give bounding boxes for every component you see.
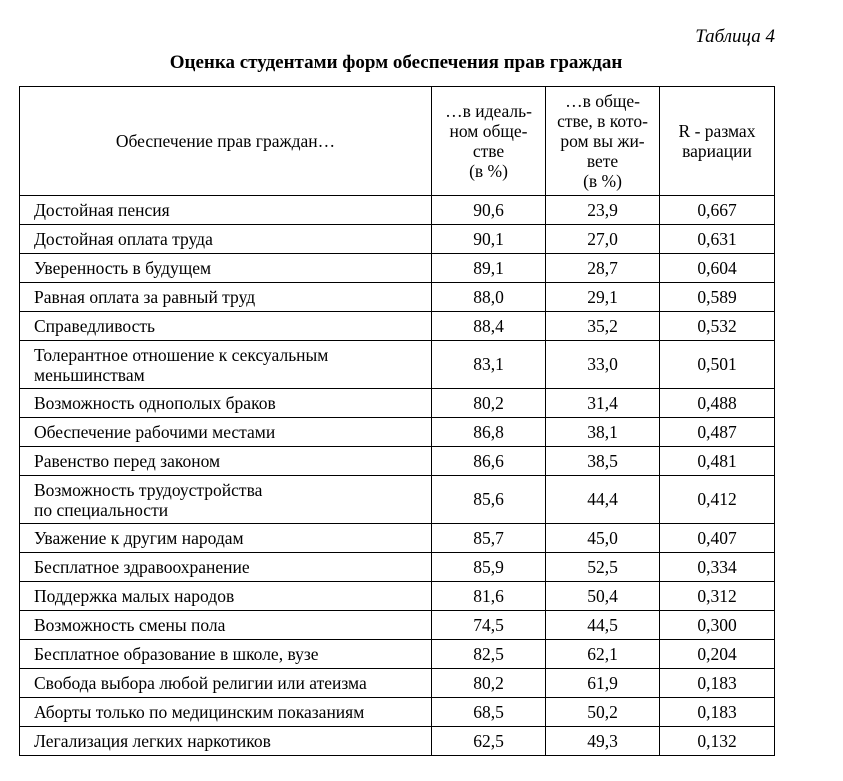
variation-range-value: 0,407 [660, 524, 775, 553]
row-label-line: Возможность однополых браков [34, 393, 276, 413]
row-label-line: Толерантное отношение к сексуальным [34, 344, 329, 365]
row-label [20, 225, 432, 254]
table-caption: Таблица 4 [695, 26, 775, 47]
current-society-value: 35,2 [546, 312, 660, 341]
table-row [20, 389, 775, 418]
ideal-society-value: 86,8 [432, 418, 546, 447]
variation-range-value: 0,667 [660, 196, 775, 225]
table-title: Оценка студентами форм обеспечения прав граждан [169, 52, 623, 73]
row-label [20, 447, 432, 476]
table-row [20, 727, 775, 756]
row-label [20, 582, 432, 611]
row-label-line: Возможность трудоустройства [34, 479, 263, 500]
current-society-value: 52,5 [546, 553, 660, 582]
row-label [20, 727, 432, 756]
header-line: стве [472, 141, 505, 161]
row-label-line: Уважение к другим народам [34, 528, 244, 548]
table-row [20, 283, 775, 312]
header-line: вариации [682, 141, 752, 161]
header-line: (в %) [583, 171, 622, 191]
row-label-line: Уверенность в будущем [34, 258, 212, 278]
current-society-value: 31,4 [546, 389, 660, 418]
ideal-society-value: 83,1 [432, 341, 546, 389]
table-row [20, 196, 775, 225]
rights-assessment-table [19, 86, 775, 756]
table-row [20, 418, 775, 447]
header-line: ном обще- [449, 121, 528, 141]
row-label [20, 418, 432, 447]
table-row [20, 225, 775, 254]
table-row [20, 312, 775, 341]
current-society-value: 28,7 [546, 254, 660, 283]
row-label-line: Достойная оплата труда [34, 229, 213, 249]
variation-range-value: 0,604 [660, 254, 775, 283]
header-row [20, 87, 775, 196]
ideal-society-value: 68,5 [432, 698, 546, 727]
ideal-society-value: 88,0 [432, 283, 546, 312]
row-label [20, 524, 432, 553]
header-line: стве, в кото- [557, 111, 648, 131]
header-line: вете [586, 151, 619, 171]
header-line: R - размах [678, 121, 756, 141]
ideal-society-value: 90,1 [432, 225, 546, 254]
ideal-society-value: 85,7 [432, 524, 546, 553]
row-label-line: по специальности [34, 499, 169, 520]
row-label [20, 553, 432, 582]
table-row [20, 640, 775, 669]
row-label-line: меньшинствам [34, 364, 145, 385]
header-line: …в идеаль- [445, 101, 532, 121]
current-society-value: 44,4 [546, 476, 660, 524]
row-label-line: Возможность смены пола [34, 615, 226, 635]
row-label [20, 389, 432, 418]
ideal-society-value: 80,2 [432, 669, 546, 698]
row-label [20, 254, 432, 283]
row-label-line: Обеспечение рабочими местами [34, 422, 276, 442]
row-label-line: Равенство перед законом [34, 451, 221, 471]
ideal-society-value: 85,9 [432, 553, 546, 582]
header-line: …в обще- [565, 91, 640, 111]
table-row [20, 476, 775, 524]
variation-range-value: 0,300 [660, 611, 775, 640]
current-society-value: 38,1 [546, 418, 660, 447]
current-society-value: 61,9 [546, 669, 660, 698]
current-society-value: 33,0 [546, 341, 660, 389]
current-society-value: 62,1 [546, 640, 660, 669]
row-label-line: Бесплатное образование в школе, вузе [34, 644, 319, 664]
row-label-line: Поддержка малых народов [34, 586, 235, 606]
current-society-value: 44,5 [546, 611, 660, 640]
variation-range-value: 0,183 [660, 669, 775, 698]
row-label [20, 669, 432, 698]
ideal-society-value: 62,5 [432, 727, 546, 756]
ideal-society-value: 90,6 [432, 196, 546, 225]
current-society-value: 38,5 [546, 447, 660, 476]
row-label [20, 476, 432, 524]
row-label [20, 341, 432, 389]
variation-range-value: 0,132 [660, 727, 775, 756]
table-row [20, 611, 775, 640]
row-label-line: Достойная пенсия [34, 200, 170, 220]
row-label [20, 196, 432, 225]
row-label [20, 698, 432, 727]
row-label-line: Равная оплата за равный труд [34, 287, 256, 307]
current-society-value: 50,2 [546, 698, 660, 727]
variation-range-value: 0,183 [660, 698, 775, 727]
table-row [20, 447, 775, 476]
ideal-society-value: 74,5 [432, 611, 546, 640]
current-society-value: 49,3 [546, 727, 660, 756]
variation-range-value: 0,488 [660, 389, 775, 418]
ideal-society-value: 86,6 [432, 447, 546, 476]
table-row [20, 254, 775, 283]
header-current-society [546, 87, 660, 196]
table-body [20, 196, 775, 756]
table-row [20, 669, 775, 698]
ideal-society-value: 80,2 [432, 389, 546, 418]
variation-range-value: 0,204 [660, 640, 775, 669]
variation-range-value: 0,501 [660, 341, 775, 389]
header-line: ром вы жи- [560, 131, 645, 151]
header-rights [20, 87, 432, 196]
table-row [20, 553, 775, 582]
table-row [20, 582, 775, 611]
header-variation-range [660, 87, 775, 196]
current-society-value: 50,4 [546, 582, 660, 611]
table-row [20, 341, 775, 389]
variation-range-value: 0,334 [660, 553, 775, 582]
variation-range-value: 0,487 [660, 418, 775, 447]
table-row [20, 524, 775, 553]
current-society-value: 27,0 [546, 225, 660, 254]
row-label-line: Свобода выбора любой религии или атеизма [34, 673, 367, 693]
ideal-society-value: 89,1 [432, 254, 546, 283]
ideal-society-value: 88,4 [432, 312, 546, 341]
row-label-line: Справедливость [34, 316, 155, 336]
current-society-value: 45,0 [546, 524, 660, 553]
header-line: (в %) [469, 161, 508, 181]
variation-range-value: 0,312 [660, 582, 775, 611]
variation-range-value: 0,412 [660, 476, 775, 524]
row-label-line: Легализация легких наркотиков [34, 731, 271, 751]
variation-range-value: 0,589 [660, 283, 775, 312]
ideal-society-value: 82,5 [432, 640, 546, 669]
row-label [20, 312, 432, 341]
variation-range-value: 0,481 [660, 447, 775, 476]
table-row [20, 698, 775, 727]
header-ideal-society [432, 87, 546, 196]
current-society-value: 29,1 [546, 283, 660, 312]
header-line: Обеспечение прав граждан… [115, 131, 336, 151]
variation-range-value: 0,532 [660, 312, 775, 341]
variation-range-value: 0,631 [660, 225, 775, 254]
row-label-line: Бесплатное здравоохранение [34, 557, 250, 577]
row-label [20, 611, 432, 640]
row-label [20, 640, 432, 669]
ideal-society-value: 81,6 [432, 582, 546, 611]
row-label-line: Аборты только по медицинским показаниям [34, 702, 365, 722]
current-society-value: 23,9 [546, 196, 660, 225]
ideal-society-value: 85,6 [432, 476, 546, 524]
row-label [20, 283, 432, 312]
